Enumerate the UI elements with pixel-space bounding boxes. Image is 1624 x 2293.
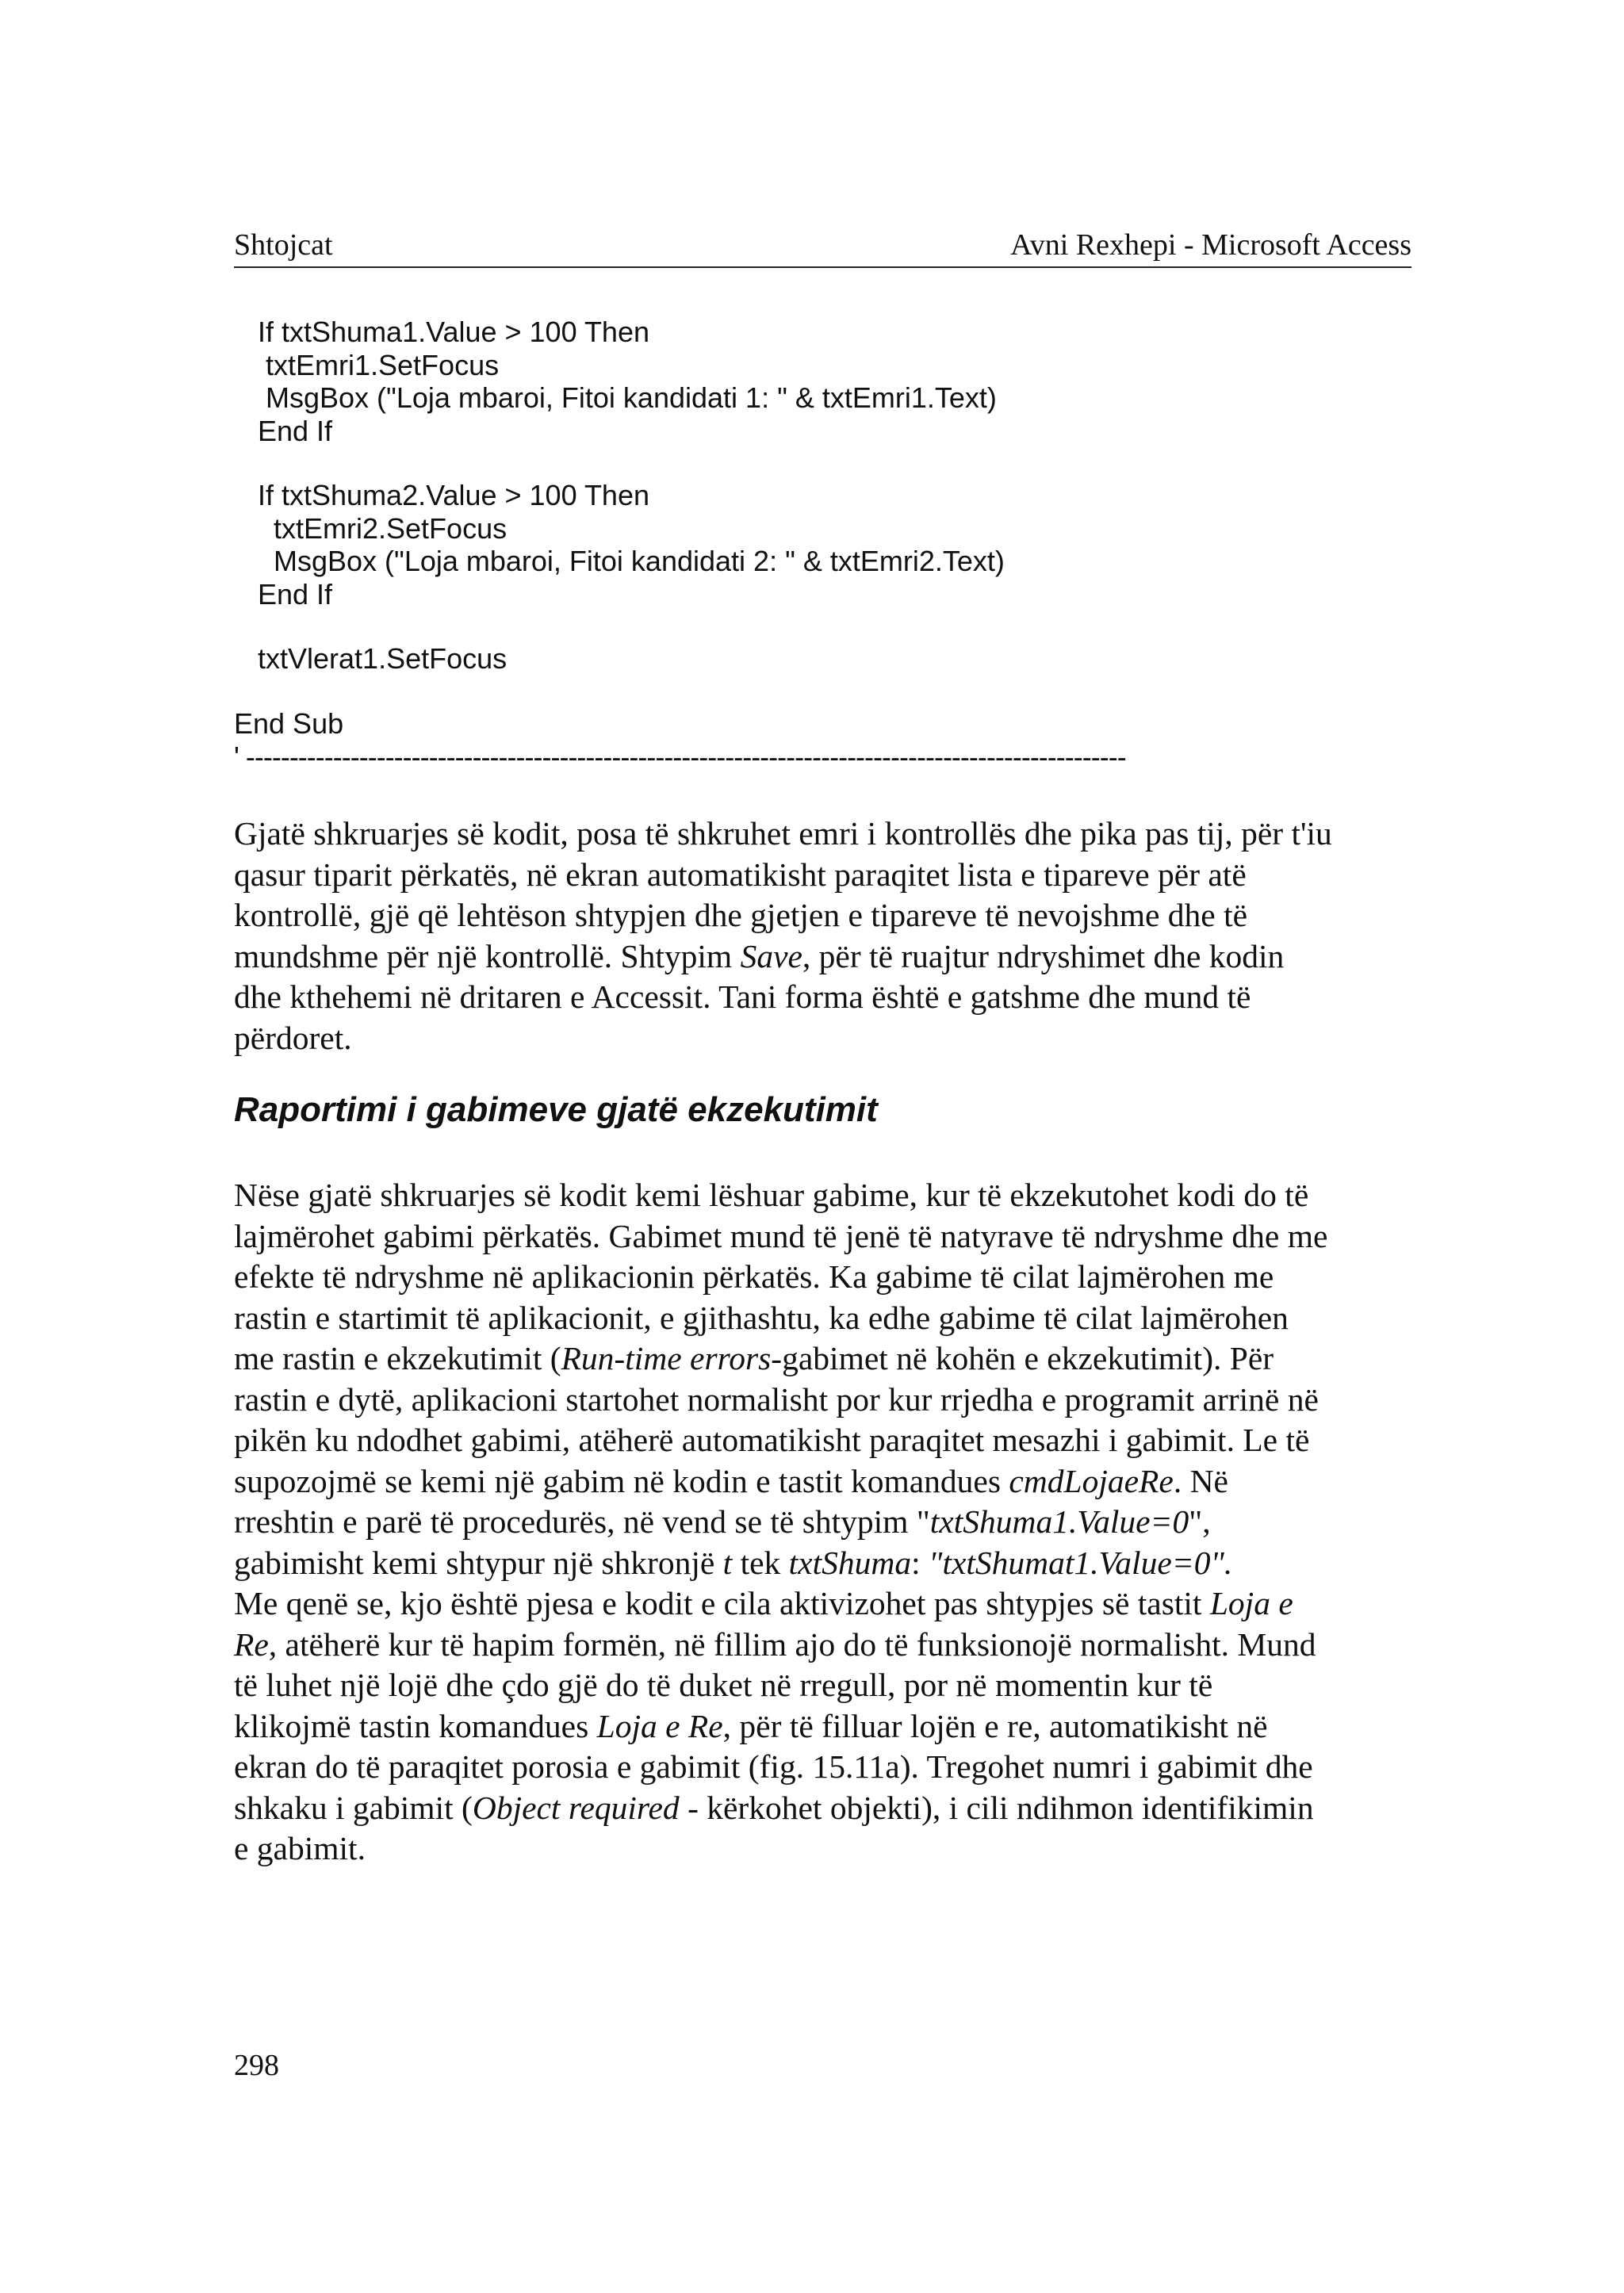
body-paragraph-2	[234, 1175, 1423, 1870]
text-line	[234, 1828, 1423, 1870]
text-run: qasur tiparit përkatës, në ekran automatikisht paraqitet lista e tipareve për atë	[234, 856, 1247, 893]
text-line	[234, 1502, 1423, 1543]
text-run: Nëse gjatë shkruarjes së kodit kemi lëshuar gabime, kur të ekzekutohet kodi do të	[234, 1177, 1309, 1213]
code-line: End If	[258, 415, 333, 447]
code-line: End Sub	[234, 707, 344, 740]
code-separator: ' -----------------------------------------------------------------------------------------------------	[234, 741, 1126, 773]
text-run: -gabimet në kohën e ekzekutimit). Për	[771, 1340, 1274, 1376]
page-number: 298	[234, 2049, 279, 2082]
code-line: If txtShuma2.Value > 100 Then	[258, 479, 649, 511]
text-run: përdoret.	[234, 1019, 352, 1056]
text-line	[234, 1788, 1423, 1829]
text-run: . Në	[1173, 1462, 1228, 1499]
italic-text: Save	[740, 937, 802, 974]
text-line	[234, 1018, 1423, 1059]
text-line	[234, 895, 1423, 936]
text-run: , për të filluar lojën e re, automatikisht në	[722, 1707, 1268, 1744]
text-line	[234, 1583, 1423, 1625]
text-run: gabimisht kemi shtypur një shkronjë	[234, 1544, 723, 1581]
text-run: Gjatë shkruarjes së kodit, posa të shkruhet emri i kontrollës dhe pika pas tij, për t'iu	[234, 815, 1332, 852]
text-line	[234, 1338, 1423, 1380]
text-line	[234, 1380, 1423, 1421]
text-line	[234, 1257, 1423, 1298]
text-run: supozojmë se kemi një gabim në kodin e tastit komandues	[234, 1462, 1009, 1499]
text-run: - kërkohet objekti), i cili ndihmon identifikimin	[679, 1789, 1314, 1826]
text-run: efekte të ndryshme në aplikacionin përkatës. Ka gabime të cilat lajmërohen me	[234, 1258, 1274, 1295]
code-line: MsgBox ("Loja mbaroi, Fitoi kandidati 1: " & txtEmri1.Text)	[258, 381, 997, 414]
text-run: pikën ku ndodhet gabimi, atëherë automatikisht paraqitet mesazhi i gabimit. Le të	[234, 1422, 1310, 1458]
text-line	[234, 855, 1423, 896]
italic-text: Loja e Re	[596, 1707, 723, 1744]
text-run: rastin e dytë, aplikacioni startohet normalisht por kur rrjedha e programit arrinë në	[234, 1380, 1319, 1418]
italic-text: Object required	[472, 1789, 680, 1826]
text-line	[234, 1175, 1423, 1216]
text-line	[234, 1420, 1423, 1461]
text-line	[234, 1543, 1423, 1584]
text-run: rreshtin e parë të procedurës, në vend se të shtypim "	[234, 1503, 930, 1540]
text-run: ",	[1189, 1503, 1211, 1540]
text-run: dhe kthehemi në dritaren e Accessit. Tani forma është e gatshme dhe mund të	[234, 978, 1251, 1015]
text-run: ekran do të paraqitet porosia e gabimit (fig. 15.11a). Tregohet numri i gabimit dhe	[234, 1748, 1313, 1785]
text-run: rastin e startimit të aplikacionit, e gjithashtu, ka edhe gabime të cilat lajmërohen	[234, 1299, 1289, 1336]
text-run: mundshme për një kontrollë. Shtypim	[234, 937, 741, 974]
code-line: MsgBox ("Loja mbaroi, Fitoi kandidati 2: " & txtEmri2.Text)	[258, 545, 1005, 577]
italic-text: Run-time errors	[561, 1340, 772, 1376]
code-line: If txtShuma1.Value > 100 Then	[258, 316, 649, 348]
text-run: shkaku i gabimit (	[234, 1789, 473, 1826]
text-line	[234, 1625, 1423, 1666]
header-book-title: Avni Rexhepi - Microsoft Access	[1010, 228, 1411, 262]
text-run: tek	[732, 1544, 789, 1581]
text-line	[234, 936, 1423, 978]
text-run: , për të ruajtur ndryshimet dhe kodin	[802, 937, 1285, 974]
text-run: lajmërohet gabimi përkatës. Gabimet mund të jenë të natyrave të ndryshme dhe me	[234, 1217, 1328, 1254]
italic-text: cmdLojaeRe	[1009, 1462, 1174, 1499]
text-line	[234, 1747, 1423, 1788]
text-line	[234, 977, 1423, 1018]
text-run: :	[911, 1544, 929, 1581]
text-run: e gabimit.	[234, 1830, 366, 1866]
italic-text: "txtShumat1.Value=0".	[929, 1544, 1233, 1581]
code-line: txtVlerat1.SetFocus	[258, 642, 508, 675]
text-run: klikojmë tastin komandues	[234, 1707, 597, 1744]
italic-text: Re	[234, 1625, 269, 1663]
text-run: të luhet një lojë dhe çdo gjë do të duket në rregull, por në momentin kur të	[234, 1667, 1213, 1703]
text-run: Me qenë se, kjo është pjesa e kodit e cila aktivizohet pas shtypjes së tastit	[234, 1585, 1210, 1621]
text-line	[234, 1298, 1423, 1339]
text-run: , atëherë kur të hapim formën, në fillim ajo do të funksionojë normalisht. Mund	[268, 1625, 1316, 1663]
code-line: End If	[258, 578, 333, 611]
code-line: txtEmri2.SetFocus	[258, 512, 508, 545]
text-run: me rastin e ekzekutimit (	[234, 1340, 561, 1376]
page-header	[234, 222, 1411, 268]
text-line	[234, 1216, 1423, 1258]
section-heading: Raportimi i gabimeve gjatë ekzekutimit	[234, 1090, 878, 1129]
text-line	[234, 1706, 1423, 1748]
text-line	[234, 1665, 1423, 1706]
italic-text: txtShuma1.Value=0	[929, 1503, 1189, 1540]
header-section-title: Shtojcat	[234, 228, 333, 262]
code-line: txtEmri1.SetFocus	[258, 349, 500, 381]
italic-text: Loja e	[1209, 1585, 1293, 1621]
italic-text: t	[722, 1544, 733, 1581]
text-line	[234, 813, 1423, 855]
italic-text: txtShuma	[788, 1544, 912, 1581]
text-line	[234, 1461, 1423, 1503]
text-run: kontrollë, gjë që lehtëson shtypjen dhe gjetjen e tipareve të nevojshme dhe të	[234, 897, 1248, 933]
body-paragraph-1	[234, 813, 1423, 1058]
